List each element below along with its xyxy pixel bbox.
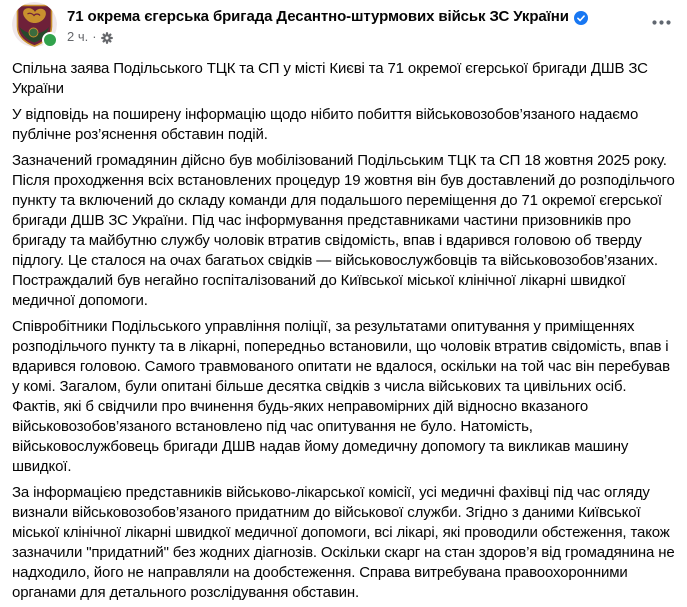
verified-badge-icon [574,11,588,25]
post-paragraph: У відповідь на поширену інформацію щодо нібито побиття військовозобов’язаного надаємо публічне роз’яснення обставин подій. [12,106,639,143]
post-paragraph: Співробітники Подільського управління поліції, за результатами опитування у приміщеннях розподільчого пункту та в лікарні, попередньо встановили, що чоловік втратив свідомість, впав і вдарився головою. Самого травмованого опитати не вдалося, оскільки на той час він перебував у комі. Загалом, були опитані більше десятка свідків з числа військових та цивільних осіб. Фактів, які б свідчили про вчинення будь-яких неправомірних дій відносно вказаного військовозобов’язаного встановлено під час опитування не було. Натомість, військовослужбовець бригади ДШВ надав йому домедичну допомогу та викликав машину швидкої. [12,318,670,475]
post-header [12,0,675,47]
post-paragraph: Спільна заява Подільського ТЦК та СП у місті Києві та 71 окремої єгерської бригади ДШВ ЗС України [12,60,648,97]
post-body [12,59,675,603]
gear-icon [101,32,113,44]
post-paragraph: За інформацією представників військово-лікарської комісії, усі медичні фахівці під час огляду визнали військовозобов’язаного придатним до військової служби. Згідно з даними Київської міської клінічної лікарні швидкої медичної допомоги, всі лікарі, які проводили обстеження, також зазначили "придатний" без жодних діагнозів. Оскільки скарг на стан здоров’я від громадянина не надходило, його не направляли на дообстеження. Справа витребувана правоохоронними органами для детального розслідування обставин. [12,484,675,601]
avatar[interactable] [12,2,57,47]
post-meta [67,29,588,45]
post-paragraph: Зазначений громадянин дійсно був мобілізований Подільським ТЦК та СП 18 жовтня 2025 року. Після проходження всіх встановлених процедур 19 жовтня він був доставлений до розподільчого пункту та включений до складу команди для подальшого переміщення до 71 окремої єгерської бригади ДШВ ЗС України. Під час інформування представниками частини призовників про бригаду та майбутню службу чоловік втратив свідомість, впав і вдарився головою об тверду підлогу. Це сталося на очах багатьох свідків — військовослужбовців та військовозобов’язаних. Постраждалий був негайно госпіталізований до Київської міської клінічної лікарні швидкої медичної допомоги. [12,152,675,309]
meta-separator: · [92,29,97,44]
post-options-button[interactable] [645,10,677,34]
three-dots-horizontal-icon [652,20,671,25]
header-text [67,2,588,45]
timestamp-link[interactable]: 2 ч. [67,29,89,44]
page-name-link[interactable]: 71 окрема єгерська бригада Десантно-штурмових військ ЗС України [67,8,569,25]
online-status-indicator [42,32,58,48]
